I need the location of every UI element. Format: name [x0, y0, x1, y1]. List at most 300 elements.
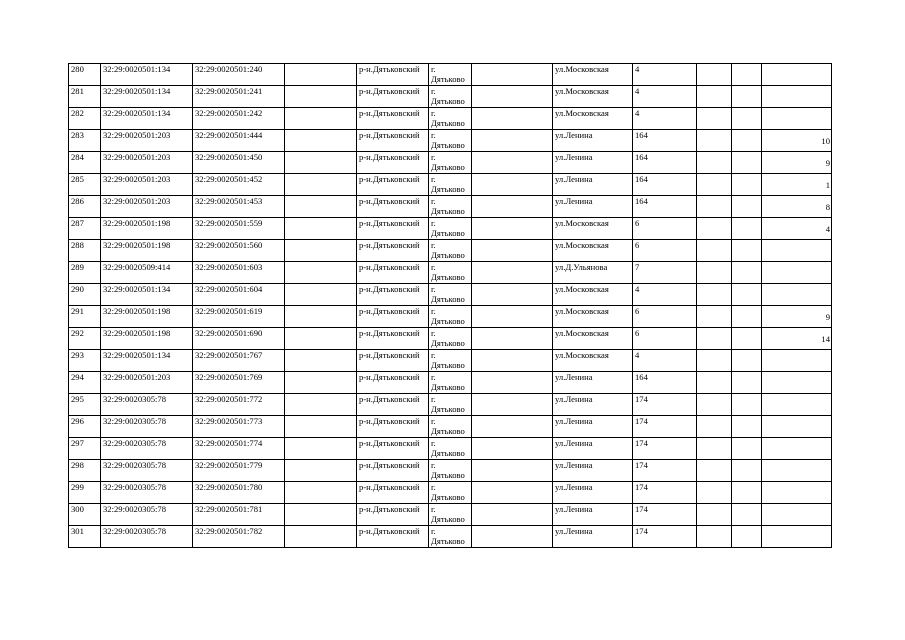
city-cell: [429, 284, 472, 306]
city-cell: [429, 108, 472, 130]
apartment-number-cell: [762, 262, 832, 284]
row-number-cell: 287: [69, 218, 101, 240]
street-cell: ул.Московская: [553, 350, 633, 372]
district-cell: р-н.Дятьковский: [357, 262, 429, 284]
house-number-cell: 164: [633, 196, 697, 218]
empty-cell: [472, 174, 553, 196]
cadastral-number-cell: 32:29:0020501:772: [193, 394, 285, 416]
empty-cell: [697, 372, 732, 394]
city-name: Дятьково: [431, 360, 465, 370]
house-number-cell: 174: [633, 394, 697, 416]
apartment-number-cell: 10: [762, 130, 832, 152]
parent-cadastral-number-cell: 32:29:0020501:203: [101, 174, 193, 196]
apartment-number-cell: 4: [762, 218, 832, 240]
street-cell: ул.Московская: [553, 108, 633, 130]
empty-cell: [285, 460, 357, 482]
registry-table: [68, 63, 832, 548]
city-prefix: г.: [431, 350, 436, 360]
house-number-cell: 6: [633, 306, 697, 328]
city-prefix: г.: [431, 240, 436, 250]
document-page: [68, 63, 832, 548]
city-cell: [429, 174, 472, 196]
house-number-cell: 164: [633, 372, 697, 394]
parent-cadastral-number-cell: 32:29:0020501:134: [101, 64, 193, 86]
parent-cadastral-number-cell: 32:29:0020305:78: [101, 460, 193, 482]
empty-cell: [732, 218, 762, 240]
table-row: [69, 350, 832, 372]
parent-cadastral-number-cell: 32:29:0020501:198: [101, 328, 193, 350]
empty-cell: [285, 394, 357, 416]
cadastral-number-cell: 32:29:0020501:241: [193, 86, 285, 108]
empty-cell: [697, 64, 732, 86]
district-cell: р-н.Дятьковский: [357, 218, 429, 240]
table-row: [69, 130, 832, 152]
row-number-cell: 288: [69, 240, 101, 262]
parent-cadastral-number-cell: 32:29:0020509:414: [101, 262, 193, 284]
city-cell: [429, 526, 472, 548]
city-prefix: г.: [431, 64, 436, 74]
empty-cell: [732, 438, 762, 460]
empty-cell: [697, 328, 732, 350]
empty-cell: [285, 438, 357, 460]
empty-cell: [472, 262, 553, 284]
empty-cell: [472, 152, 553, 174]
empty-cell: [697, 218, 732, 240]
street-cell: ул.Ленина: [553, 174, 633, 196]
empty-cell: [732, 526, 762, 548]
city-prefix: г.: [431, 218, 436, 228]
empty-cell: [732, 64, 762, 86]
city-name: Дятьково: [431, 74, 465, 84]
table-row: [69, 174, 832, 196]
district-cell: р-н.Дятьковский: [357, 372, 429, 394]
empty-cell: [472, 504, 553, 526]
empty-cell: [472, 86, 553, 108]
house-number-cell: 7: [633, 262, 697, 284]
house-number-cell: 6: [633, 240, 697, 262]
city-name: Дятьково: [431, 250, 465, 260]
table-row: [69, 152, 832, 174]
apartment-number-cell: [762, 394, 832, 416]
table-row: [69, 504, 832, 526]
row-number-cell: 291: [69, 306, 101, 328]
city-cell: [429, 152, 472, 174]
empty-cell: [697, 130, 732, 152]
parent-cadastral-number-cell: 32:29:0020501:198: [101, 240, 193, 262]
empty-cell: [285, 196, 357, 218]
house-number-cell: 4: [633, 86, 697, 108]
city-cell: [429, 460, 472, 482]
empty-cell: [697, 240, 732, 262]
cadastral-number-cell: 32:29:0020501:603: [193, 262, 285, 284]
empty-cell: [285, 152, 357, 174]
table-row: [69, 482, 832, 504]
empty-cell: [697, 438, 732, 460]
parent-cadastral-number-cell: 32:29:0020501:203: [101, 130, 193, 152]
cadastral-number-cell: 32:29:0020501:242: [193, 108, 285, 130]
parent-cadastral-number-cell: 32:29:0020501:203: [101, 152, 193, 174]
row-number-cell: 290: [69, 284, 101, 306]
cadastral-number-cell: 32:29:0020501:779: [193, 460, 285, 482]
city-name: Дятьково: [431, 294, 465, 304]
city-name: Дятьково: [431, 470, 465, 480]
city-name: Дятьково: [431, 184, 465, 194]
street-cell: ул.Ленина: [553, 130, 633, 152]
cadastral-number-cell: 32:29:0020501:690: [193, 328, 285, 350]
street-cell: ул.Московская: [553, 306, 633, 328]
empty-cell: [697, 394, 732, 416]
empty-cell: [472, 372, 553, 394]
empty-cell: [732, 174, 762, 196]
city-name: Дятьково: [431, 140, 465, 150]
empty-cell: [285, 130, 357, 152]
city-prefix: г.: [431, 262, 436, 272]
empty-cell: [472, 438, 553, 460]
empty-cell: [285, 108, 357, 130]
apartment-number-cell: 9: [762, 152, 832, 174]
apartment-number-cell: 9: [762, 306, 832, 328]
empty-cell: [697, 196, 732, 218]
empty-cell: [732, 86, 762, 108]
empty-cell: [472, 64, 553, 86]
house-number-cell: 174: [633, 438, 697, 460]
district-cell: р-н.Дятьковский: [357, 350, 429, 372]
empty-cell: [697, 350, 732, 372]
empty-cell: [285, 284, 357, 306]
parent-cadastral-number-cell: 32:29:0020501:198: [101, 306, 193, 328]
city-cell: [429, 196, 472, 218]
street-cell: ул.Ленина: [553, 196, 633, 218]
empty-cell: [285, 416, 357, 438]
apartment-number-cell: [762, 416, 832, 438]
street-cell: ул.Ленина: [553, 372, 633, 394]
empty-cell: [732, 328, 762, 350]
table-row: [69, 416, 832, 438]
table-row: [69, 108, 832, 130]
empty-cell: [285, 262, 357, 284]
city-cell: [429, 262, 472, 284]
house-number-cell: 6: [633, 328, 697, 350]
city-prefix: г.: [431, 108, 436, 118]
city-cell: [429, 394, 472, 416]
empty-cell: [472, 460, 553, 482]
street-cell: ул.Московская: [553, 218, 633, 240]
empty-cell: [732, 416, 762, 438]
empty-cell: [472, 416, 553, 438]
table-row: [69, 460, 832, 482]
street-cell: ул.Ленина: [553, 394, 633, 416]
house-number-cell: 164: [633, 130, 697, 152]
row-number-cell: 280: [69, 64, 101, 86]
cadastral-number-cell: 32:29:0020501:767: [193, 350, 285, 372]
city-prefix: г.: [431, 196, 436, 206]
city-name: Дятьково: [431, 536, 465, 546]
cadastral-number-cell: 32:29:0020501:619: [193, 306, 285, 328]
city-name: Дятьково: [431, 118, 465, 128]
city-name: Дятьково: [431, 228, 465, 238]
parent-cadastral-number-cell: 32:29:0020501:198: [101, 218, 193, 240]
row-number-cell: 297: [69, 438, 101, 460]
empty-cell: [697, 152, 732, 174]
city-cell: [429, 64, 472, 86]
empty-cell: [472, 218, 553, 240]
apartment-number-cell: 8: [762, 196, 832, 218]
empty-cell: [697, 86, 732, 108]
cadastral-number-cell: 32:29:0020501:450: [193, 152, 285, 174]
city-cell: [429, 416, 472, 438]
parent-cadastral-number-cell: 32:29:0020305:78: [101, 526, 193, 548]
empty-cell: [285, 526, 357, 548]
parent-cadastral-number-cell: 32:29:0020305:78: [101, 438, 193, 460]
house-number-cell: 4: [633, 284, 697, 306]
cadastral-number-cell: 32:29:0020501:780: [193, 482, 285, 504]
city-name: Дятьково: [431, 338, 465, 348]
table-row: [69, 394, 832, 416]
cadastral-number-cell: 32:29:0020501:774: [193, 438, 285, 460]
city-prefix: г.: [431, 328, 436, 338]
city-cell: [429, 218, 472, 240]
empty-cell: [732, 460, 762, 482]
city-prefix: г.: [431, 284, 436, 294]
street-cell: ул.Ленина: [553, 438, 633, 460]
city-prefix: г.: [431, 438, 436, 448]
city-name: Дятьково: [431, 514, 465, 524]
empty-cell: [472, 306, 553, 328]
apartment-number-cell: [762, 350, 832, 372]
empty-cell: [732, 108, 762, 130]
cadastral-number-cell: 32:29:0020501:781: [193, 504, 285, 526]
city-cell: [429, 306, 472, 328]
parent-cadastral-number-cell: 32:29:0020305:78: [101, 416, 193, 438]
row-number-cell: 295: [69, 394, 101, 416]
empty-cell: [285, 174, 357, 196]
empty-cell: [285, 86, 357, 108]
row-number-cell: 282: [69, 108, 101, 130]
cadastral-number-cell: 32:29:0020501:453: [193, 196, 285, 218]
empty-cell: [732, 306, 762, 328]
street-cell: ул.Ленина: [553, 152, 633, 174]
empty-cell: [472, 240, 553, 262]
house-number-cell: 174: [633, 460, 697, 482]
parent-cadastral-number-cell: 32:29:0020305:78: [101, 394, 193, 416]
house-number-cell: 174: [633, 482, 697, 504]
empty-cell: [285, 328, 357, 350]
table-row: [69, 262, 832, 284]
city-cell: [429, 438, 472, 460]
city-prefix: г.: [431, 130, 436, 140]
district-cell: р-н.Дятьковский: [357, 504, 429, 526]
parent-cadastral-number-cell: 32:29:0020501:203: [101, 372, 193, 394]
empty-cell: [472, 350, 553, 372]
row-number-cell: 292: [69, 328, 101, 350]
row-number-cell: 300: [69, 504, 101, 526]
city-prefix: г.: [431, 460, 436, 470]
empty-cell: [697, 262, 732, 284]
city-name: Дятьково: [431, 382, 465, 392]
empty-cell: [697, 306, 732, 328]
district-cell: р-н.Дятьковский: [357, 394, 429, 416]
district-cell: р-н.Дятьковский: [357, 284, 429, 306]
empty-cell: [697, 460, 732, 482]
district-cell: р-н.Дятьковский: [357, 174, 429, 196]
city-cell: [429, 504, 472, 526]
empty-cell: [285, 372, 357, 394]
apartment-number-cell: [762, 64, 832, 86]
cadastral-number-cell: 32:29:0020501:559: [193, 218, 285, 240]
district-cell: р-н.Дятьковский: [357, 526, 429, 548]
city-cell: [429, 130, 472, 152]
empty-cell: [697, 174, 732, 196]
city-cell: [429, 328, 472, 350]
parent-cadastral-number-cell: 32:29:0020305:78: [101, 504, 193, 526]
apartment-number-cell: [762, 372, 832, 394]
cadastral-number-cell: 32:29:0020501:782: [193, 526, 285, 548]
street-cell: ул.Ленина: [553, 504, 633, 526]
street-cell: ул.Московская: [553, 328, 633, 350]
table-row: [69, 438, 832, 460]
city-prefix: г.: [431, 174, 436, 184]
city-prefix: г.: [431, 152, 436, 162]
empty-cell: [732, 482, 762, 504]
street-cell: ул.Московская: [553, 86, 633, 108]
house-number-cell: 164: [633, 152, 697, 174]
house-number-cell: 6: [633, 218, 697, 240]
empty-cell: [697, 526, 732, 548]
district-cell: р-н.Дятьковский: [357, 130, 429, 152]
empty-cell: [472, 196, 553, 218]
cadastral-number-cell: 32:29:0020501:444: [193, 130, 285, 152]
apartment-number-cell: [762, 504, 832, 526]
city-prefix: г.: [431, 306, 436, 316]
apartment-number-cell: 14: [762, 328, 832, 350]
apartment-number-cell: 1: [762, 174, 832, 196]
city-prefix: г.: [431, 416, 436, 426]
city-name: Дятьково: [431, 448, 465, 458]
street-cell: ул.Московская: [553, 64, 633, 86]
empty-cell: [697, 482, 732, 504]
row-number-cell: 293: [69, 350, 101, 372]
house-number-cell: 174: [633, 416, 697, 438]
city-prefix: г.: [431, 372, 436, 382]
cadastral-number-cell: 32:29:0020501:560: [193, 240, 285, 262]
empty-cell: [472, 284, 553, 306]
empty-cell: [285, 504, 357, 526]
parent-cadastral-number-cell: 32:29:0020501:134: [101, 86, 193, 108]
city-name: Дятьково: [431, 96, 465, 106]
parent-cadastral-number-cell: 32:29:0020305:78: [101, 482, 193, 504]
table-row: [69, 240, 832, 262]
city-name: Дятьково: [431, 272, 465, 282]
table-row: [69, 306, 832, 328]
table-row: [69, 372, 832, 394]
row-number-cell: 296: [69, 416, 101, 438]
district-cell: р-н.Дятьковский: [357, 64, 429, 86]
city-prefix: г.: [431, 504, 436, 514]
empty-cell: [732, 196, 762, 218]
cadastral-number-cell: 32:29:0020501:452: [193, 174, 285, 196]
cadastral-number-cell: 32:29:0020501:240: [193, 64, 285, 86]
district-cell: р-н.Дятьковский: [357, 460, 429, 482]
city-name: Дятьково: [431, 492, 465, 502]
table-row: [69, 196, 832, 218]
city-cell: [429, 372, 472, 394]
cadastral-number-cell: 32:29:0020501:773: [193, 416, 285, 438]
street-cell: ул.Ленина: [553, 482, 633, 504]
table-row: [69, 218, 832, 240]
street-cell: ул.Московская: [553, 240, 633, 262]
apartment-number-cell: [762, 284, 832, 306]
table-row: [69, 64, 832, 86]
city-prefix: г.: [431, 482, 436, 492]
empty-cell: [472, 108, 553, 130]
apartment-number-cell: [762, 482, 832, 504]
house-number-cell: 164: [633, 174, 697, 196]
apartment-number-cell: [762, 460, 832, 482]
apartment-number-cell: [762, 108, 832, 130]
house-number-cell: 174: [633, 504, 697, 526]
district-cell: р-н.Дятьковский: [357, 306, 429, 328]
city-prefix: г.: [431, 86, 436, 96]
district-cell: р-н.Дятьковский: [357, 196, 429, 218]
city-name: Дятьково: [431, 404, 465, 414]
row-number-cell: 289: [69, 262, 101, 284]
empty-cell: [472, 130, 553, 152]
empty-cell: [472, 394, 553, 416]
city-cell: [429, 482, 472, 504]
district-cell: р-н.Дятьковский: [357, 240, 429, 262]
apartment-number-cell: [762, 438, 832, 460]
empty-cell: [285, 64, 357, 86]
district-cell: р-н.Дятьковский: [357, 108, 429, 130]
empty-cell: [472, 328, 553, 350]
empty-cell: [697, 108, 732, 130]
empty-cell: [732, 284, 762, 306]
row-number-cell: 285: [69, 174, 101, 196]
row-number-cell: 286: [69, 196, 101, 218]
house-number-cell: 174: [633, 526, 697, 548]
parent-cadastral-number-cell: 32:29:0020501:134: [101, 108, 193, 130]
row-number-cell: 301: [69, 526, 101, 548]
empty-cell: [285, 240, 357, 262]
city-name: Дятьково: [431, 206, 465, 216]
row-number-cell: 284: [69, 152, 101, 174]
city-cell: [429, 350, 472, 372]
empty-cell: [697, 416, 732, 438]
house-number-cell: 4: [633, 350, 697, 372]
empty-cell: [697, 504, 732, 526]
empty-cell: [285, 218, 357, 240]
city-name: Дятьково: [431, 316, 465, 326]
table-body: [69, 64, 832, 548]
parent-cadastral-number-cell: 32:29:0020501:203: [101, 196, 193, 218]
empty-cell: [697, 284, 732, 306]
city-cell: [429, 86, 472, 108]
house-number-cell: 4: [633, 64, 697, 86]
city-prefix: г.: [431, 526, 436, 536]
row-number-cell: 299: [69, 482, 101, 504]
parent-cadastral-number-cell: 32:29:0020501:134: [101, 284, 193, 306]
row-number-cell: 281: [69, 86, 101, 108]
empty-cell: [732, 152, 762, 174]
street-cell: ул.Ленина: [553, 416, 633, 438]
table-row: [69, 284, 832, 306]
row-number-cell: 298: [69, 460, 101, 482]
cadastral-number-cell: 32:29:0020501:769: [193, 372, 285, 394]
empty-cell: [285, 482, 357, 504]
empty-cell: [732, 240, 762, 262]
empty-cell: [732, 350, 762, 372]
city-cell: [429, 240, 472, 262]
